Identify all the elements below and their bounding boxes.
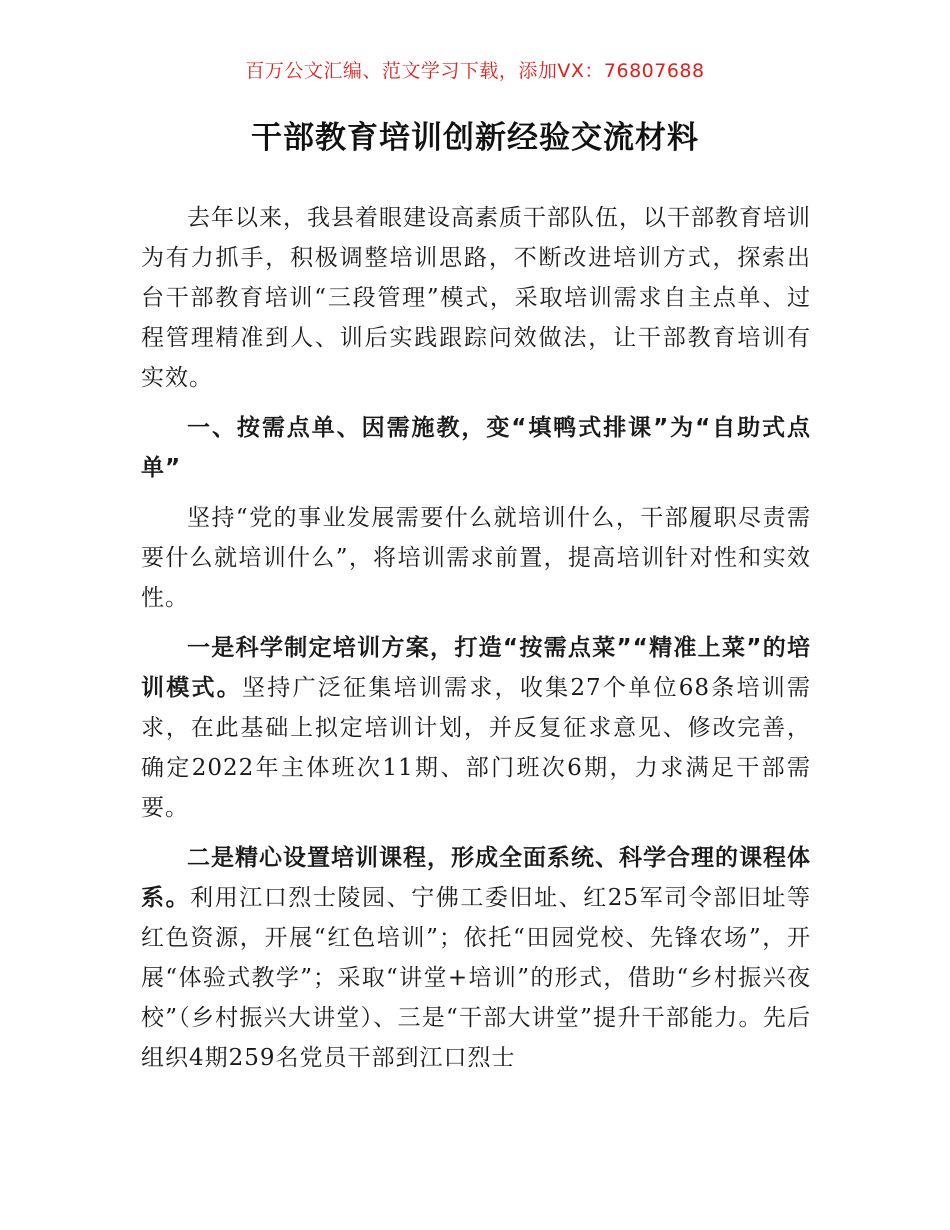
document-title: 干部教育培训创新经验交流材料 [251,120,699,156]
intro-paragraph: 去年以来，我县着眼建设高素质干部队伍，以干部教育培训为有力抓手，积极调整培训思路，不断改进培训方式，探索出台干部教育培训“三段管理”模式，采取培训需求自主点单、过程管理精准到人、训后实践跟踪问效做法，让干部教育培训有实效。 [141,205,811,391]
section-1-intro-paragraph: 坚持“党的事业发展需要什么就培训什么，干部履职尽责需要什么就培训什么”，将培训需求前置，提高培训针对性和实效性。 [141,505,811,611]
document-body [141,198,811,1088]
point-2-body: 利用江口烈士陵园、宁佛工委旧址、红25军司令部旧址等红色资源，开展“红色培训”；依托“田园党校、先锋农场”，开展“体验式教学”；采取“讲堂+培训”的形式，借助“乡村振兴夜校”（乡村振兴大讲堂）、三是“干部大讲堂”提升干部能力。先后组织4期259名党员干部到江口烈士 [141,885,811,1071]
point-2-paragraph [141,838,811,1078]
point-1-lead: 一是科学制定培训方案，打造“按需点菜”“精准上菜”的培训模式。 [141,635,811,701]
point-1-body: 坚持广泛征集培训需求，收集27个单位68条培训需求，在此基础上拟定培训计划，并反复征求意见、修改完善，确定2022年主体班次11期、部门班次6期，力求满足干部需要。 [141,675,812,821]
section-heading-1: 一、按需点单、因需施教，变“填鸭式排课”为“自助式点单” [141,415,811,481]
point-2-lead: 二是精心设置培训课程，形成全面系统、科学合理的课程体系。 [141,845,811,911]
point-1-paragraph [141,628,811,828]
header-banner: 百万公文汇编、范文学习下载，添加VX：76807688 [245,60,705,82]
